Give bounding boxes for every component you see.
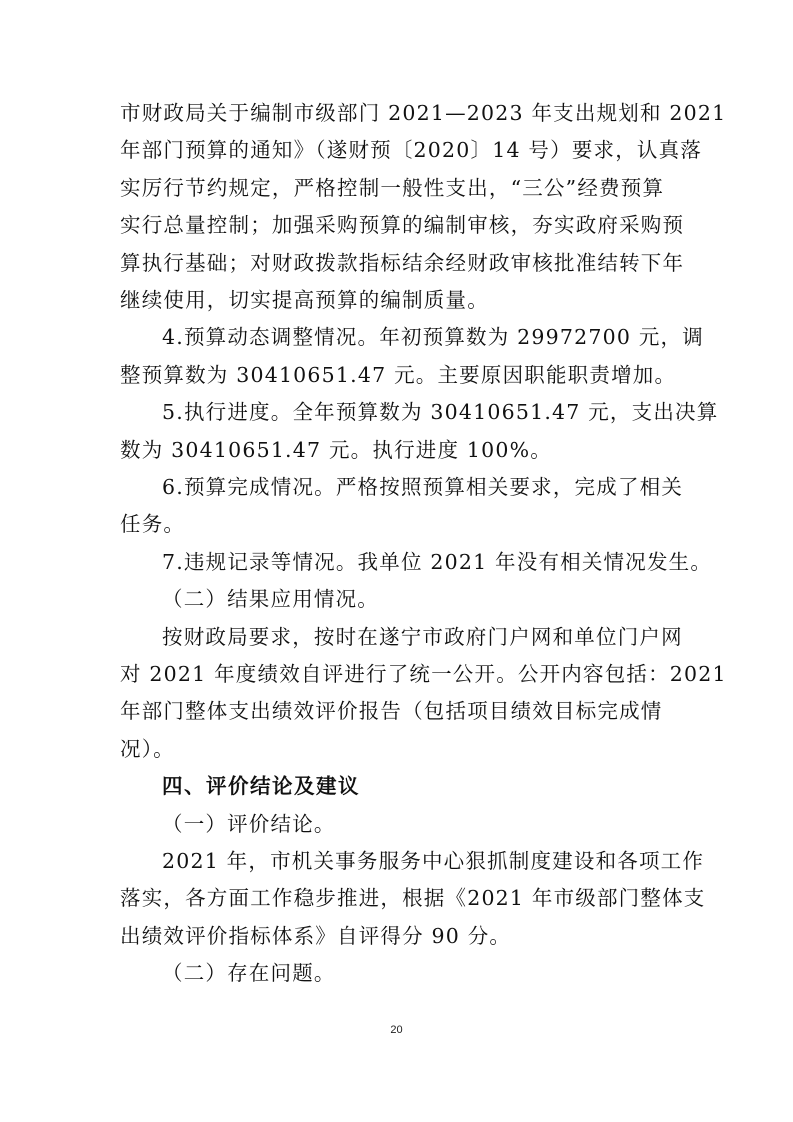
- subheading-existing-problems: （二）存在问题。: [162, 961, 336, 986]
- item-4-line: 4.预算动态调整情况。年初预算数为 29972700 元，调: [162, 325, 704, 350]
- paragraph-line: 继续使用，切实提高预算的编制质量。: [120, 288, 489, 312]
- paragraph-line: 实行总量控制；加强采购预算的编制审核，夯实政府采购预: [120, 213, 685, 238]
- paragraph-line: 落实，各方面工作稳步推进，根据《2021 年市级部门整体支: [120, 886, 706, 911]
- subheading-result-application: （二）结果应用情况。: [162, 587, 379, 612]
- item-6-line: 6.预算完成情况。严格按照预算相关要求，完成了相关: [162, 475, 684, 499]
- paragraph-line: 况）。: [120, 736, 175, 761]
- item-7-line: 7.违规记录等情况。我单位 2021 年没有相关情况发生。: [162, 549, 713, 574]
- paragraph-line: 2021 年，市机关事务服务中心狠抓制度建设和各项工作: [162, 849, 705, 873]
- paragraph-line: 按财政局要求，按时在遂宁市政府门户网和单位门户网: [162, 624, 683, 649]
- paragraph-line: 算执行基础；对财政拨款指标结余经财政审核批准结转下年: [120, 250, 685, 275]
- paragraph-line: 年部门整体支出绩效评价报告（包括项目绩效目标完成情: [120, 699, 663, 724]
- paragraph-line: 整预算数为 30410651.47 元。主要原因职能职责增加。: [120, 362, 677, 387]
- paragraph-line: 数为 30410651.47 元。执行进度 100%。: [120, 437, 552, 462]
- paragraph-line: 对 2021 年度绩效自评进行了统一公开。公开内容包括：2021: [120, 662, 727, 686]
- subheading-evaluation-conclusion: （一）评价结论。: [162, 811, 336, 836]
- paragraph-line: 年部门预算的通知》（遂财预〔2020〕14 号）要求，认真落: [120, 138, 703, 163]
- item-5-line: 5.执行进度。全年预算数为 30410651.47 元，支出决算: [162, 400, 719, 425]
- paragraph-line: 实厉行节约规定，严格控制一般性支出，“三公”经费预算: [120, 175, 665, 200]
- paragraph-line: 任务。: [120, 512, 186, 537]
- paragraph-line: 出绩效评价指标体系》自评得分 90 分。: [120, 923, 512, 948]
- paragraph-line: 市财政局关于编制市级部门 2021—2023 年支出规划和 2021: [120, 101, 727, 125]
- section-heading: 四、评价结论及建议: [162, 774, 360, 799]
- page-number: 20: [390, 1024, 403, 1036]
